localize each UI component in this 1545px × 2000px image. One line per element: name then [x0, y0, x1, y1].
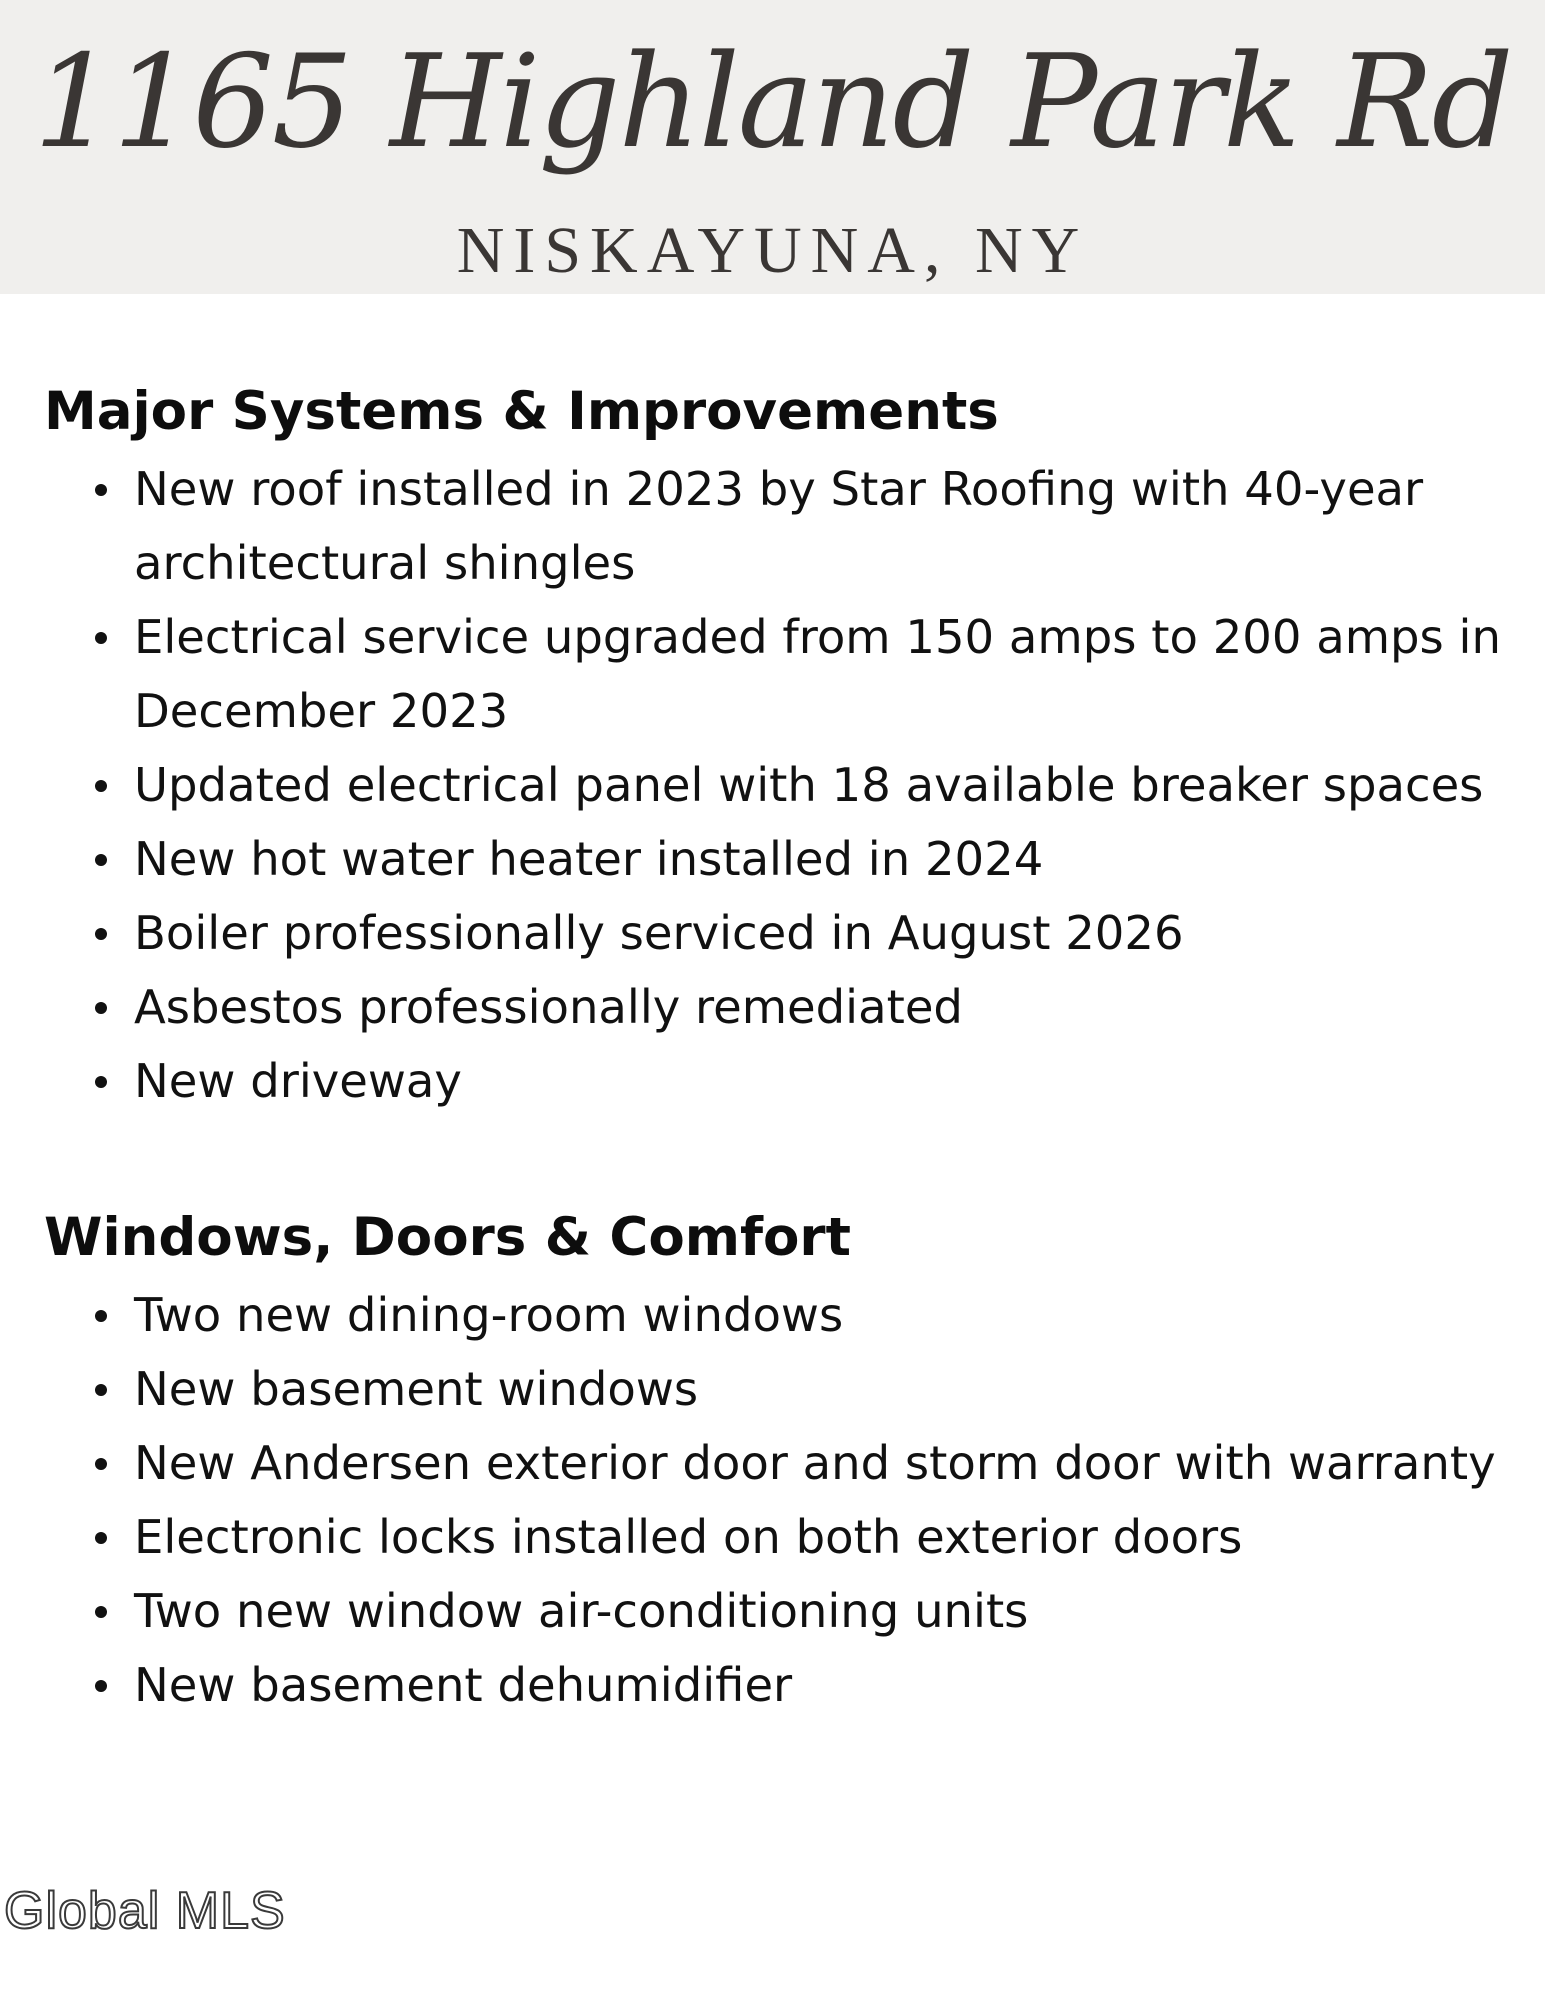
- property-city: NISKAYUNA, NY: [456, 214, 1089, 287]
- list-item-text: Boiler professionally serviced in August 2026: [134, 906, 1184, 960]
- bullet-list: [0, 1278, 1545, 1722]
- bullet-dot-icon: [95, 1384, 107, 1396]
- list-item-text: New hot water heater installed in 2024: [134, 832, 1044, 886]
- bullet-dot-icon: [95, 632, 107, 644]
- list-item: [0, 822, 1514, 896]
- list-item: [0, 1426, 1514, 1500]
- list-item: [0, 748, 1514, 822]
- list-item-text: Two new dining-room windows: [134, 1288, 844, 1342]
- list-item-text: New roof installed in 2023 by Star Roofing with 40-year architectural shingles: [134, 462, 1424, 590]
- list-item: [0, 1044, 1514, 1118]
- list-item-text: Electronic locks installed on both exterior doors: [134, 1510, 1243, 1564]
- bullet-dot-icon: [95, 1532, 107, 1544]
- bullet-dot-icon: [95, 854, 107, 866]
- global-mls-logo: Global MLS: [4, 1882, 286, 1940]
- bullet-dot-icon: [95, 484, 107, 496]
- list-item: [0, 1574, 1514, 1648]
- bullet-dot-icon: [95, 1680, 107, 1692]
- list-item-text: Two new window air-conditioning units: [134, 1584, 1029, 1638]
- list-item-text: Asbestos professionally remediated: [134, 980, 963, 1034]
- list-item: [0, 1648, 1514, 1722]
- list-item: [0, 1500, 1514, 1574]
- section-heading: Windows, Doors & Comfort: [44, 1207, 851, 1268]
- list-item: [0, 452, 1514, 600]
- property-address: 1165 Highland Park Rd: [33, 28, 1512, 177]
- list-item-text: Electrical service upgraded from 150 amps to 200 amps in December 2023: [134, 610, 1501, 738]
- bullet-list: [0, 452, 1545, 1118]
- bullet-dot-icon: [95, 1606, 107, 1618]
- list-item: [0, 1352, 1514, 1426]
- list-item-text: New basement dehumidifier: [134, 1658, 793, 1712]
- list-item-text: New basement windows: [134, 1362, 699, 1416]
- list-item: [0, 1278, 1514, 1352]
- list-item: [0, 600, 1514, 748]
- header-banner: [0, 0, 1545, 294]
- bullet-dot-icon: [95, 780, 107, 792]
- list-item: [0, 970, 1514, 1044]
- list-item-text: New Andersen exterior door and storm door with warranty: [134, 1436, 1496, 1490]
- bullet-dot-icon: [95, 1076, 107, 1088]
- list-item-text: New driveway: [134, 1054, 462, 1108]
- section-windows-doors: [0, 1198, 1545, 1722]
- bullet-dot-icon: [95, 1002, 107, 1014]
- section-heading: Major Systems & Improvements: [44, 381, 999, 442]
- bullet-dot-icon: [95, 1310, 107, 1322]
- bullet-dot-icon: [95, 928, 107, 940]
- list-item: [0, 896, 1514, 970]
- list-item-text: Updated electrical panel with 18 available breaker spaces: [134, 758, 1484, 812]
- bullet-dot-icon: [95, 1458, 107, 1470]
- section-major-systems: [0, 372, 1545, 1118]
